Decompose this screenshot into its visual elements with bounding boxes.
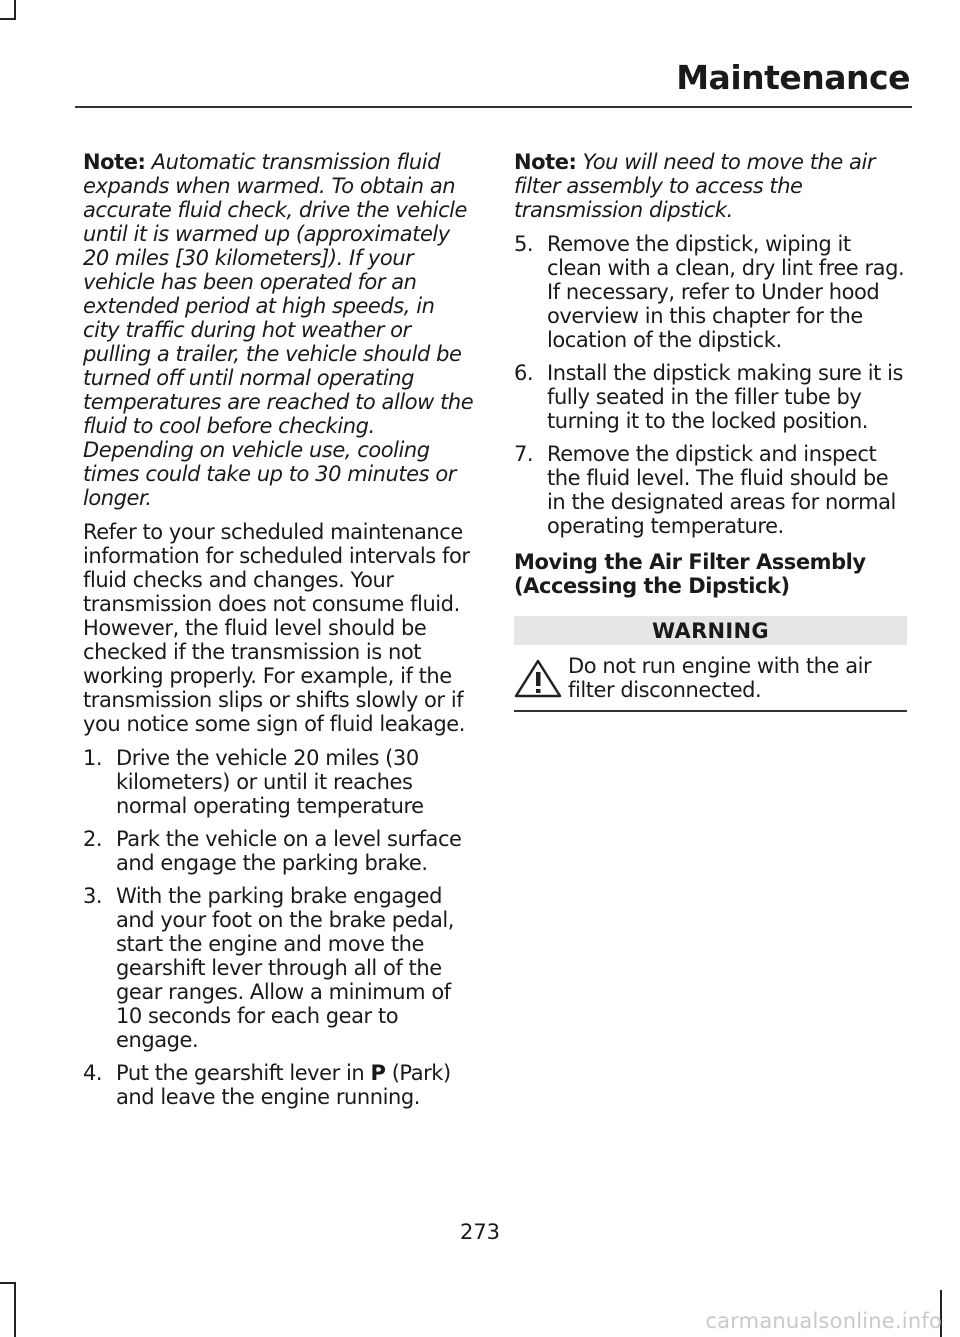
header-divider	[75, 106, 912, 108]
step-number: 7.	[514, 442, 534, 466]
body-paragraph: Refer to your scheduled maintenance information for scheduled intervals for fluid checks and changes. Your transmission does not consume fluid. However, the fluid level should be checked if the transmission is not working properly. For example, if the transmission slips or shifts slowly or if you notice some sign of fluid leakage.	[83, 520, 470, 736]
list-item	[514, 442, 907, 538]
step-number: 2.	[83, 827, 103, 851]
step-text-before: Put the gearshift lever in	[116, 1061, 371, 1085]
note-label: Note:	[514, 150, 577, 174]
steps-list	[83, 746, 476, 1109]
watermark: carmanualsonline.info	[705, 1309, 942, 1333]
list-item	[83, 827, 476, 875]
warning-text: Do not run engine with the air filter disconnected.	[568, 654, 872, 702]
list-item	[83, 1061, 476, 1109]
list-item	[83, 746, 476, 818]
step-text: Drive the vehicle 20 miles (30 kilometers) or until it reaches normal operating temperature	[116, 746, 424, 818]
page-title: Maintenance	[676, 58, 910, 97]
step-text: Remove the dipstick and inspect the fluid level. The fluid should be in the designated areas for normal operating temperature.	[547, 442, 896, 538]
crop-mark-top-left-vertical	[14, 0, 16, 20]
crop-mark-top-left-horizontal	[0, 18, 16, 20]
step-text: With the parking brake engaged and your foot on the brake pedal, start the engine and move the gearshift lever through all of the gear ranges. Allow a minimum of 10 seconds for each gear to engage.	[116, 884, 454, 1052]
list-item	[83, 884, 476, 1052]
list-item	[514, 232, 907, 352]
note	[514, 150, 907, 222]
page-number: 273	[459, 1220, 501, 1244]
crop-mark-bottom-left-vertical	[14, 1282, 16, 1337]
step-text: Park the vehicle on a level surface and engage the parking brake.	[116, 827, 462, 875]
warning-title: WARNING	[514, 616, 907, 645]
note	[83, 150, 476, 510]
warning-body	[514, 645, 907, 712]
warning-triangle-icon	[514, 659, 562, 699]
steps-list	[514, 232, 907, 538]
step-number: 6.	[514, 361, 534, 385]
step-text: Install the dipstick making sure it is fully seated in the filler tube by turning it to the locked position.	[547, 361, 903, 433]
section-heading: Moving the Air Filter Assembly (Accessing the Dipstick)	[514, 550, 866, 598]
crop-mark-bottom-left-horizontal	[0, 1282, 16, 1284]
step-number: 5.	[514, 232, 534, 256]
warning-box	[514, 616, 907, 712]
list-item	[514, 361, 907, 433]
note-text: Automatic transmission fluid expands when warmed. To obtain an accurate fluid check, drive the vehicle until it is warmed up (approximately 20 miles [30 kilometers]). If your vehicle has been operated for an extended period at high speeds, in city traffic during hot weather or pulling a trailer, the vehicle should be turned off until normal operating temperatures are reached to allow the fluid to cool before checking. Depending on vehicle use, cooling times could take up to 30 minutes or longer.	[83, 150, 474, 510]
step-number: 1.	[83, 746, 103, 770]
step-text-after: (Park) and leave the engine running.	[116, 1061, 451, 1109]
note-text: You will need to move the air filter assembly to access the transmission dipstick.	[514, 150, 876, 222]
right-column	[514, 150, 907, 712]
gear-p-label: P	[370, 1061, 386, 1085]
note-label: Note:	[83, 150, 146, 174]
step-text: Remove the dipstick, wiping it clean with a clean, dry lint free rag. If necessary, refer to Under hood overview in this chapter for the location of the dipstick.	[547, 232, 905, 352]
step-number: 3.	[83, 884, 103, 908]
step-number: 4.	[83, 1061, 103, 1085]
left-column	[83, 150, 476, 1118]
